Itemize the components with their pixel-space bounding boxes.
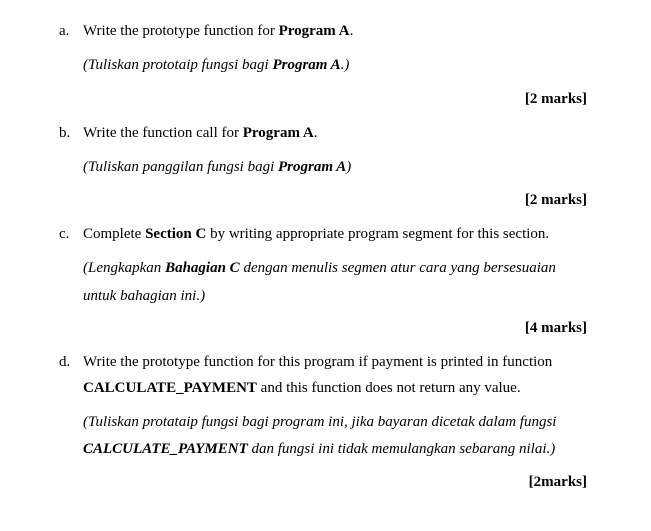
question-d-letter: d. bbox=[59, 354, 71, 370]
question-a-marks: [2 marks] bbox=[524, 91, 587, 107]
question-d-english-line2: CALCULATE_PAYMENT and this function does not return any value. bbox=[83, 380, 521, 396]
question-c-letter: c. bbox=[59, 226, 70, 242]
question-a-malay: (Tuliskan prototaip fungsi bagi Program A.) bbox=[83, 57, 350, 73]
question-d-malay-line2: CALCULATE_PAYMENT dan fungsi ini tidak memulangkan sebarang nilai.) bbox=[83, 441, 556, 457]
question-d-marks: [2marks] bbox=[528, 474, 587, 490]
question-b-english: Write the function call for Program A. bbox=[83, 125, 318, 141]
question-c-marks: [4 marks] bbox=[524, 320, 587, 336]
question-c-malay-line2: untuk bahagian ini.) bbox=[83, 288, 206, 304]
question-d-malay-line1: (Tuliskan protataip fungsi bagi program ini, jika bayaran dicetak dalam fungsi bbox=[83, 414, 557, 430]
question-b-marks: [2 marks] bbox=[524, 192, 587, 208]
question-c-malay-line1: (Lengkapkan Bahagian C dengan menulis segmen atur cara yang bersesuaian bbox=[83, 260, 556, 276]
question-b-letter: b. bbox=[59, 125, 71, 141]
question-a-english: Write the prototype function for Program A. bbox=[83, 23, 354, 39]
question-d-english-line1: Write the prototype function for this program if payment is printed in function bbox=[83, 354, 553, 370]
question-a-letter: a. bbox=[59, 23, 70, 39]
question-c-english: Complete Section C by writing appropriate program segment for this section. bbox=[83, 226, 550, 242]
question-b-malay: (Tuliskan panggilan fungsi bagi Program A) bbox=[83, 159, 352, 175]
